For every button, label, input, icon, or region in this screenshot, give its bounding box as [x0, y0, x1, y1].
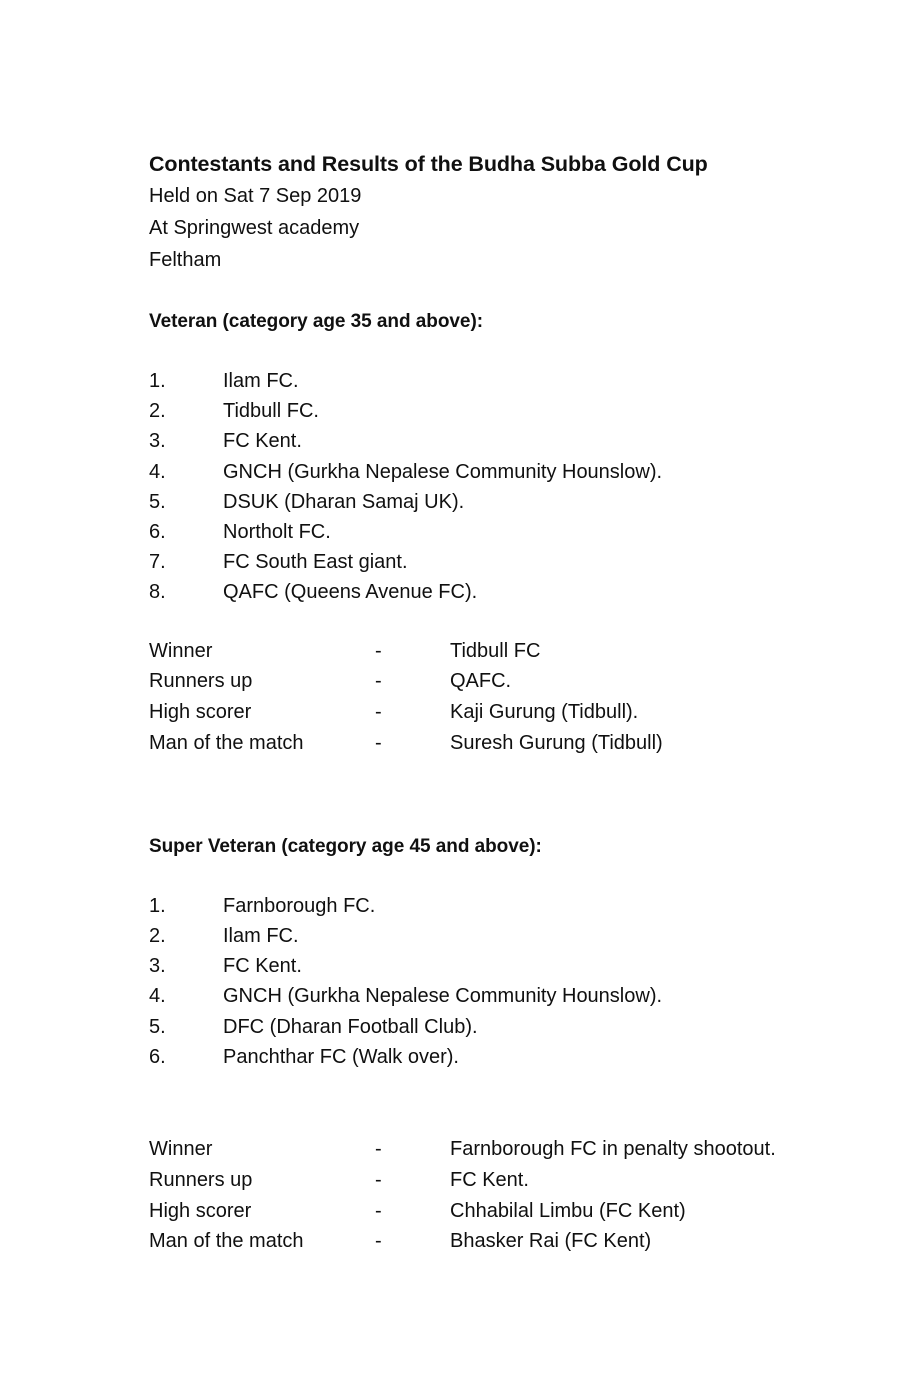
- list-item: [149, 487, 856, 517]
- list-item-number: 4.: [149, 460, 166, 483]
- team-list-super-veteran: [149, 891, 856, 1072]
- list-item: [149, 396, 856, 426]
- event-date-line: Held on Sat 7 Sep 2019: [149, 185, 362, 207]
- result-row: [149, 1134, 856, 1165]
- list-item: [149, 1012, 856, 1042]
- result-value: Bhasker Rai (FC Kent): [450, 1230, 652, 1253]
- list-item-label: Ilam FC.: [223, 370, 299, 392]
- result-row: [149, 1226, 856, 1257]
- list-item: [149, 547, 856, 577]
- list-item-number: 3.: [149, 430, 166, 453]
- list-item: [149, 366, 856, 396]
- result-value: Chhabilal Limbu (FC Kent): [450, 1199, 686, 1222]
- result-separator: -: [375, 1168, 382, 1191]
- list-item: [149, 577, 856, 607]
- result-row: [149, 728, 856, 759]
- list-item-number: 6.: [149, 1045, 166, 1068]
- spacer: [149, 1072, 856, 1134]
- list-item-number: 1.: [149, 894, 166, 917]
- list-item-number: 1.: [149, 370, 166, 392]
- spacer: [149, 338, 856, 366]
- list-item-number: 8.: [149, 581, 166, 604]
- list-item: [149, 426, 856, 456]
- spacer: [149, 863, 856, 891]
- results-block-veteran: [149, 636, 856, 759]
- list-item-number: 6.: [149, 521, 166, 544]
- list-item-number: 4.: [149, 985, 166, 1008]
- list-item-label: Panchthar FC (Walk over).: [223, 1045, 459, 1068]
- result-row: [149, 1165, 856, 1196]
- event-location-line: Feltham: [149, 249, 222, 271]
- list-item-label: Ilam FC.: [223, 925, 299, 948]
- result-label: Runners up: [149, 670, 253, 693]
- spacer: [149, 759, 856, 831]
- result-row: [149, 697, 856, 728]
- result-separator: -: [375, 1230, 382, 1253]
- section-heading-super-veteran: Super Veteran (category age 45 and above):: [149, 835, 542, 857]
- result-separator: -: [375, 639, 382, 662]
- list-item-label: FC South East giant.: [223, 551, 408, 574]
- result-label: High scorer: [149, 701, 252, 724]
- list-item-number: 5.: [149, 490, 166, 513]
- result-value: QAFC.: [450, 670, 512, 693]
- result-label: Winner: [149, 639, 213, 662]
- list-item: [149, 951, 856, 981]
- result-separator: -: [375, 732, 382, 755]
- result-row: [149, 666, 856, 697]
- team-list-veteran: [149, 366, 856, 608]
- list-item-label: QAFC (Queens Avenue FC).: [223, 581, 478, 604]
- list-item-label: DSUK (Dharan Samaj UK).: [223, 490, 465, 513]
- result-row: [149, 1196, 856, 1227]
- result-label: Winner: [149, 1138, 213, 1161]
- list-item-label: Tidbull FC.: [223, 400, 319, 423]
- list-item-number: 3.: [149, 955, 166, 978]
- list-item: [149, 1042, 856, 1072]
- result-value: Farnborough FC in penalty shootout.: [450, 1138, 776, 1161]
- result-value: Tidbull FC: [450, 639, 541, 662]
- result-row: [149, 636, 856, 667]
- spacer: [149, 608, 856, 636]
- result-label: High scorer: [149, 1199, 252, 1222]
- result-separator: -: [375, 701, 382, 724]
- list-item: [149, 457, 856, 487]
- result-label: Runners up: [149, 1168, 253, 1191]
- result-separator: -: [375, 670, 382, 693]
- list-item-label: FC Kent.: [223, 955, 302, 978]
- list-item-number: 7.: [149, 551, 166, 574]
- result-value: FC Kent.: [450, 1168, 529, 1191]
- result-separator: -: [375, 1138, 382, 1161]
- result-value: Suresh Gurung (Tidbull): [450, 732, 663, 755]
- list-item-label: DFC (Dharan Football Club).: [223, 1015, 478, 1038]
- section-heading-veteran: Veteran (category age 35 and above):: [149, 311, 483, 332]
- list-item: [149, 921, 856, 951]
- event-venue-line: At Springwest academy: [149, 217, 360, 239]
- list-item-label: FC Kent.: [223, 430, 302, 453]
- list-item-number: 5.: [149, 1015, 166, 1038]
- result-separator: -: [375, 1199, 382, 1222]
- page-title: Contestants and Results of the Budha Subba Gold Cup: [149, 152, 708, 176]
- list-item-label: Farnborough FC.: [223, 894, 376, 917]
- result-label: Man of the match: [149, 732, 304, 755]
- results-block-super-veteran: [149, 1134, 856, 1257]
- spacer: [149, 276, 856, 306]
- list-item-number: 2.: [149, 400, 166, 423]
- list-item-number: 2.: [149, 925, 166, 948]
- result-label: Man of the match: [149, 1230, 304, 1253]
- list-item: [149, 517, 856, 547]
- list-item: [149, 891, 856, 921]
- list-item: [149, 981, 856, 1011]
- list-item-label: GNCH (Gurkha Nepalese Community Hounslow).: [223, 985, 663, 1008]
- list-item-label: Northolt FC.: [223, 521, 331, 544]
- result-value: Kaji Gurung (Tidbull).: [450, 701, 639, 724]
- list-item-label: GNCH (Gurkha Nepalese Community Hounslow).: [223, 460, 663, 483]
